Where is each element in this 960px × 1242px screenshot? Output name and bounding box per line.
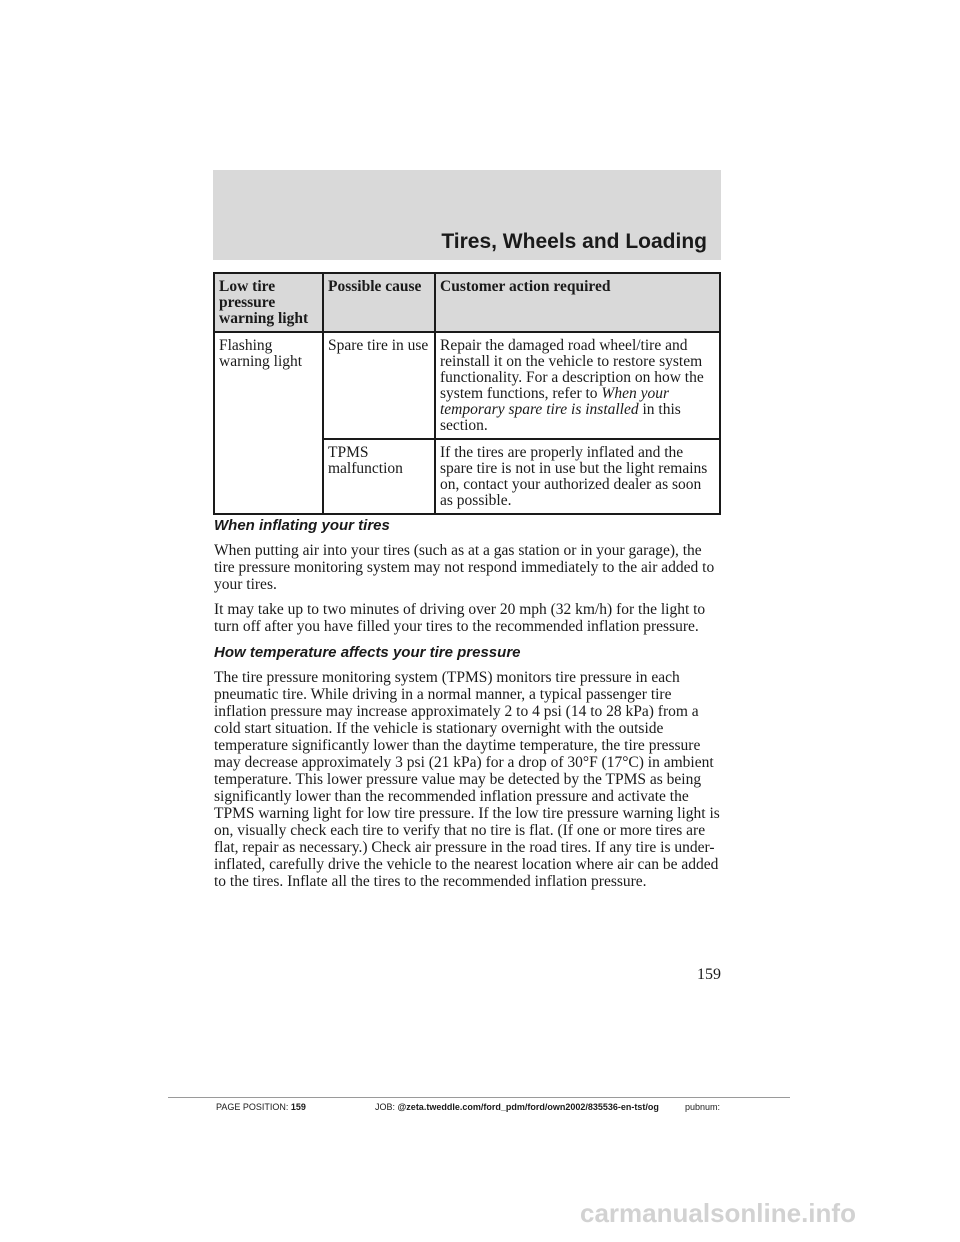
tpms-warning-table — [213, 272, 721, 515]
footer-job — [375, 1102, 659, 1112]
page-number: 159 — [697, 966, 721, 983]
customer-action-cell: If the tires are properly inflated and the spare tire is not in use but the light remains on, contact your authorized dealer as soon as possible. — [435, 439, 720, 514]
footer-position-label: PAGE POSITION: — [216, 1102, 289, 1112]
footer-page-position — [216, 1102, 306, 1112]
section-header-band — [213, 170, 721, 260]
body-paragraph: When putting air into your tires (such as at a gas station or in your garage), the tire pressure monitoring system may not respond immediately to the air added to your tires. — [214, 542, 715, 593]
column-header-possible-cause: Possible cause — [323, 273, 435, 332]
action-reference: When your temporary spare tire is installed — [440, 385, 669, 418]
footer-position-value: 159 — [290, 1102, 306, 1112]
section-heading: When inflating your tires — [214, 517, 390, 534]
column-header-warning-light: Low tire pressure warning light — [214, 273, 323, 332]
footer-pubnum: pubnum: — [685, 1102, 721, 1112]
site-watermark: carmanualsonline.info — [580, 1198, 856, 1228]
possible-cause-cell: TPMS malfunction — [323, 439, 435, 514]
section-heading: How temperature affects your tire pressure — [214, 644, 521, 661]
action-text-end: in this section. — [440, 401, 681, 434]
possible-cause-cell: Spare tire in use — [323, 332, 435, 439]
body-paragraph: It may take up to two minutes of driving over 20 mph (32 km/h) for the light to turn off after you have filled your tires to the recommended inflation pressure. — [214, 601, 706, 635]
footer-divider — [168, 1097, 790, 1098]
footer-job-value: @zeta.tweddle.com/ford_pdm/ford/own2002/835536-en-tst/og — [397, 1102, 659, 1112]
column-header-customer-action: Customer action required — [435, 273, 720, 332]
warning-light-cell: Flashing warning light — [214, 332, 323, 514]
table-row — [214, 332, 720, 439]
body-content — [214, 516, 722, 898]
customer-action-cell — [435, 332, 720, 439]
footer-job-label: JOB: — [375, 1102, 396, 1112]
action-text: Repair the damaged road wheel/tire and reinstall it on the vehicle to restore system functionality. For a description on how the system functions, refer to — [440, 337, 704, 402]
body-paragraph: The tire pressure monitoring system (TPMS) monitors tire pressure in each pneumatic tire. While driving in a normal manner, a typical passenger tire inflation pressure may increase approximately 2 to 4 psi (14 to 28 kPa) from a cold start situation. If the vehicle is stationary overnight with the outside temperature significantly lower than the daytime temperature, the tire pressure may decrease approximately 3 psi (21 kPa) for a drop of 30°F (17°C) in ambient temperature. This lower pressure value may be detected by the TPMS as being significantly lower than the recommended inflation pressure and activate the TPMS warning light for low tire pressure. If the low tire pressure warning light is on, visually check each tire to verify that no tire is flat. (If one or more tires are flat, repair as necessary.) Check air pressure in the road tires. If any tire is under-inflated, carefully drive the vehicle to the nearest location where air can be added to the tires. Inflate all the tires to the recommended inflation pressure. — [214, 669, 720, 890]
section-title: Tires, Wheels and Loading — [441, 230, 707, 253]
table-header-row — [214, 273, 720, 332]
